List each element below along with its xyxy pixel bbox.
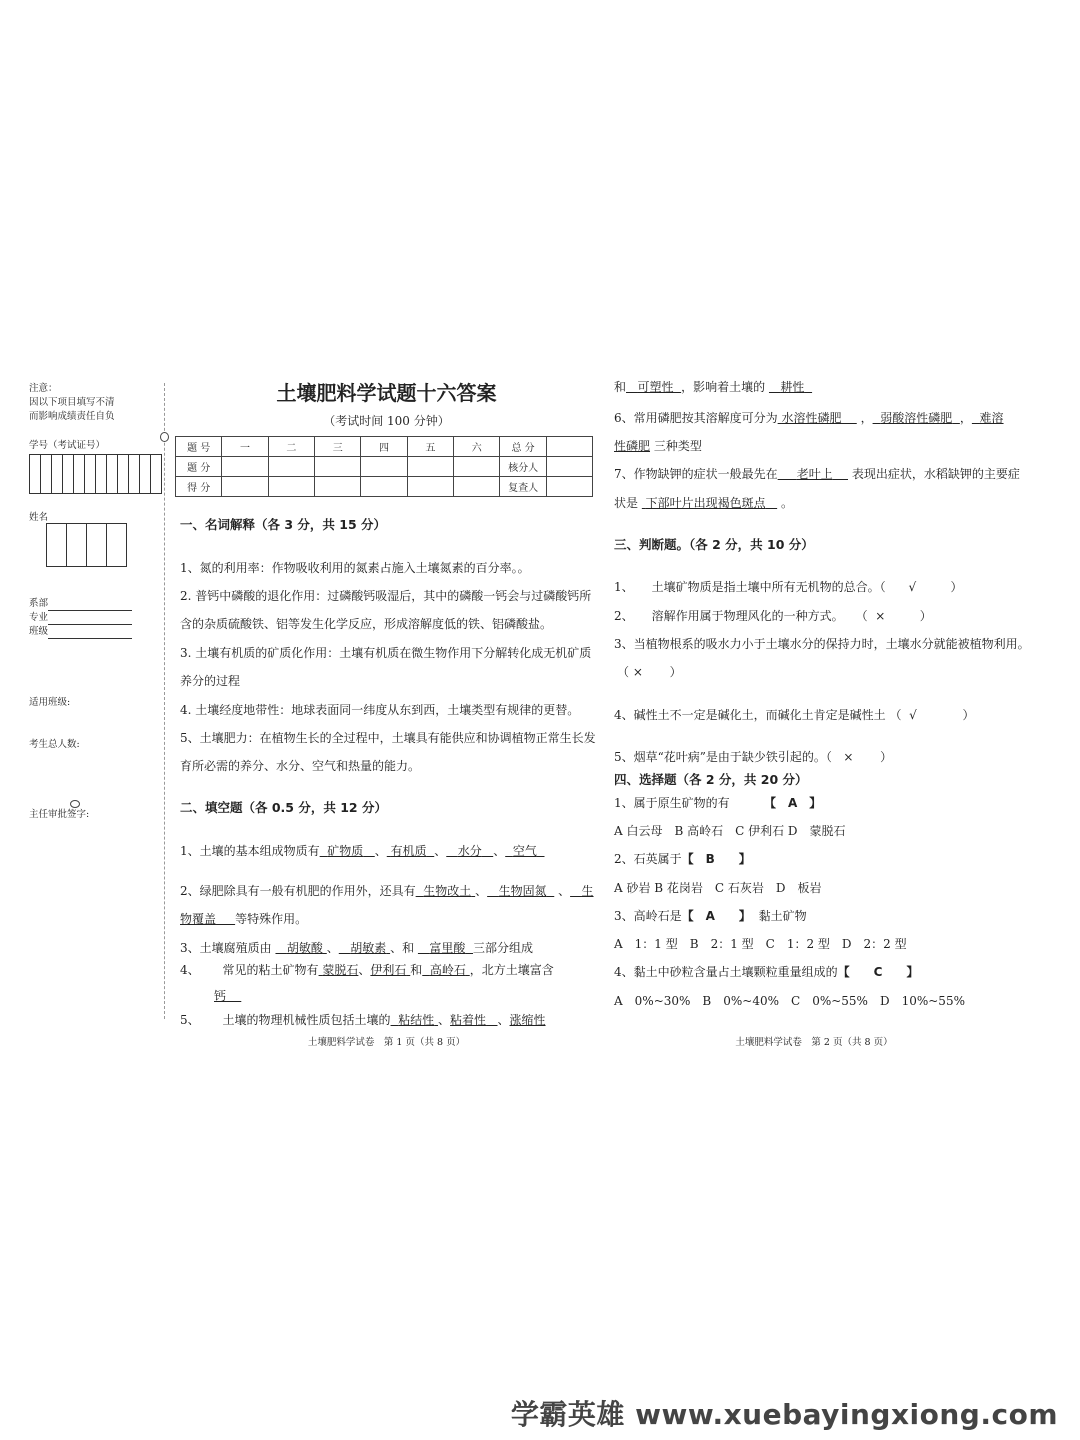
- applicable-class-label: 适用班级:: [29, 697, 71, 708]
- section-1-title: 一、名词解释（各 3 分，共 15 分）: [180, 517, 387, 532]
- binding-hole-icon: [70, 800, 80, 808]
- dept-field[interactable]: 系部: [29, 597, 132, 611]
- s4-q3: 3、高岭石是【 A 】 黏土矿物: [614, 909, 807, 923]
- section-3-title: 三、判断题。（各 2 分，共 10 分）: [614, 537, 814, 552]
- page-2-footer: 土壤肥料学试卷 第 2 页（共 8 页）: [735, 1037, 893, 1048]
- s4-q4: 4、黏土中砂粒含量占土壤颗粒重量组成的【 C 】: [614, 965, 919, 979]
- binding-line: [164, 383, 165, 1019]
- s3-q3-answer: （ × ）: [617, 665, 682, 679]
- section-4-title: 四、选择题（各 2 分，共 20 分）: [614, 772, 808, 787]
- col2-q6-line2: 性磷肥 三种类型: [614, 439, 702, 453]
- s3-q2: 2、 溶解作用属于物理风化的一种方式。 （ × ）: [614, 609, 932, 623]
- s3-q1: 1、 土壤矿物质是指土壤中所有无机物的总合。（ √ ）: [614, 580, 963, 594]
- s2-q4-line2: 钙: [214, 989, 227, 1003]
- s1-q4: 4. 土壤经度地带性：地球表面同一纬度从东到西，土壤类型有规律的更替。: [180, 703, 580, 717]
- s1-q1: 1、氮的利用率：作物吸收利用的氮素占施入土壤氮素的百分率。。: [180, 561, 530, 575]
- s1-q3-line1: 3. 土壤有机质的矿质化作用：土壤有机质在微生物作用下分解转化成无机矿质: [180, 646, 592, 660]
- exam-duration: （考试时间 100 分钟）: [323, 414, 450, 428]
- s4-q1: 1、属于原生矿物的有 【 A 】: [614, 796, 822, 810]
- binding-notice: 注意： 因以下项目填写不清 而影响成绩责任自负: [29, 383, 115, 422]
- class-field[interactable]: 班级: [29, 625, 132, 639]
- student-id-label: 学号（考试证号）: [29, 440, 106, 451]
- page-1-footer: 土壤肥料学试卷 第 1 页（共 8 页）: [307, 1037, 466, 1048]
- table-row: 题 分 核分人: [176, 457, 593, 477]
- s2-q5: 5、 土壤的物理机械性质包括土壤的 粘结性 、粘着性 、涨缩性: [180, 1013, 546, 1027]
- s2-q2-line2: 物覆盖 等特殊作用。: [180, 912, 308, 926]
- s4-q4-options: A 0%~30% B 0%~40% C 0%~55% D 10%~55%: [614, 994, 965, 1008]
- exam-title: 土壤肥料学试题十六答案: [276, 381, 497, 405]
- s2-q1: 1、土壤的基本组成物质有 矿物质 、 有机质 、 水分 、 空气: [180, 844, 537, 858]
- s1-q5-line2: 育所必需的养分、水分、空气和热量的能力。: [180, 759, 421, 773]
- s1-q3-line2: 养分的过程: [180, 674, 241, 688]
- s4-q3-options: A 1：1 型 B 2：1 型 C 1：2 型 D 2：2 型: [614, 937, 907, 951]
- section-2-title: 二、填空题（各 0.5 分，共 12 分）: [180, 800, 387, 815]
- name-label: 姓名: [29, 512, 49, 523]
- student-id-boxes[interactable]: [29, 454, 162, 494]
- table-row: 得 分 复查人: [176, 477, 593, 497]
- director-sign-label: 主任审批签字:: [29, 809, 90, 820]
- watermark: 学霸英雄 www.xuebayingxiong.com: [510, 1398, 1058, 1431]
- col2-q6-line1: 6、常用磷肥按其溶解度可分为 水溶性磷肥 ， 弱酸溶性磷肥 ， 难溶: [614, 411, 1004, 425]
- s3-q4: 4、碱性土不一定是碱化土，而碱化土肯定是碱性土 （ √ ）: [614, 708, 975, 722]
- s2-q2-line1: 2、绿肥除具有一般有机肥的作用外，还具有 生物改土 、 生物固氮 、 生: [180, 884, 594, 898]
- s1-q5-line1: 5、土壤肥力：在植物生长的全过程中，土壤具有能供应和协调植物正常生长发: [180, 731, 596, 745]
- s4-q2: 2、石英属于【 B 】: [614, 852, 751, 866]
- col2-line1: 和 可塑性 ，影响着土壤的 耕性: [614, 380, 805, 394]
- s2-q4-line1: 4、 常见的粘土矿物有 蒙脱石、伊利石 和 高岭石 ，北方土壤富含: [180, 963, 554, 977]
- s1-q2-line1: 2. 普钙中磷酸的退化作用：过磷酸钙吸湿后，其中的磷酸一钙会与过磷酸钙所: [180, 589, 592, 603]
- table-row: 题 号 一 二 三 四 五 六 总 分: [176, 437, 593, 457]
- s3-q5: 5、烟草“花叶病”是由于缺少铁引起的。（ × ）: [614, 750, 893, 764]
- major-field[interactable]: 专业: [29, 611, 132, 625]
- s1-q2-line2: 含的杂质硫酸铁、铝等发生化学反应，形成溶解度低的铁、铝磷酸盐。: [180, 617, 553, 631]
- col2-q7-line2: 状是 下部叶片出现褐色斑点 。: [614, 496, 793, 510]
- s4-q2-options: A 砂岩 B 花岗岩 C 石灰岩 D 板岩: [614, 881, 822, 895]
- binding-hole-icon: [160, 432, 169, 442]
- col2-q7-line1: 7、作物缺钾的症状一般最先在 老叶上 表现出症状，水稻缺钾的主要症: [614, 467, 1020, 481]
- score-table: [175, 436, 593, 497]
- s3-q3: 3、当植物根系的吸水力小于土壤水分的保持力时，土壤水分就能被植物利用。: [614, 637, 1030, 651]
- name-boxes[interactable]: [46, 523, 127, 567]
- s4-q1-options: A 白云母 B 高岭石 C 伊利石 D 蒙脱石: [614, 824, 846, 838]
- s2-q3: 3、土壤腐殖质由 胡敏酸 、 胡敏素 、和 富里酸 三部分组成: [180, 941, 534, 955]
- total-students-label: 考生总人数:: [29, 739, 80, 750]
